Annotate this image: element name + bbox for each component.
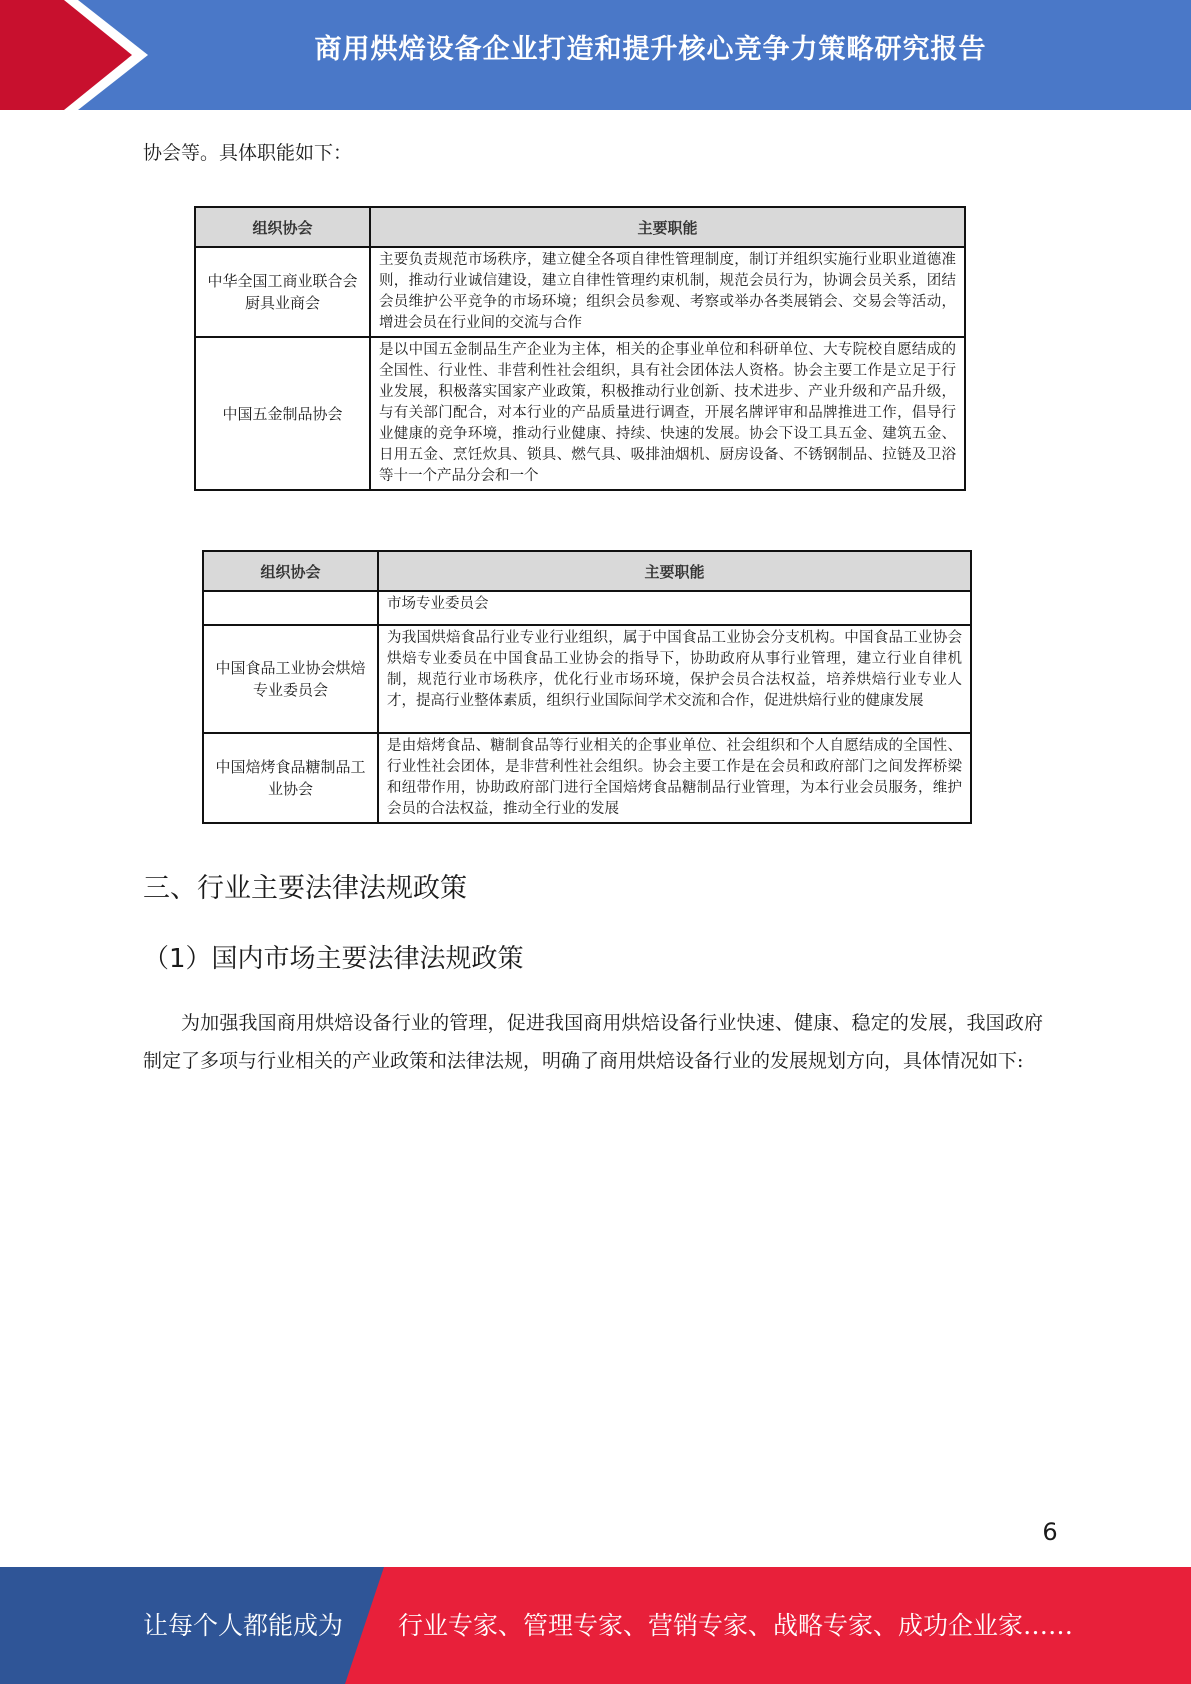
footer-slogan-right: 行业专家、管理专家、营销专家、战略专家、成功企业家……	[398, 1611, 1074, 1640]
footer-slogan-left: 让每个人都能成为	[143, 1611, 344, 1640]
report-title: 商用烘焙设备企业打造和提升核心竞争力策略研究报告	[314, 34, 987, 65]
association-table-1	[194, 206, 966, 491]
function-cell: 主要负责规范市场秩序，建立健全各项自律性管理制度，制订并组织实施行业职业道德准则，推动行业诚信建设，建立自律性管理约束机制，规范会员行为，协调会员关系，团结会员维护公平竞争的市场环境；组织会员参观、考察或举办各类展销会、交易会等活动，增进会员在行业间的交流与合作	[370, 247, 965, 337]
association-table-2	[202, 550, 972, 824]
table-row	[203, 591, 971, 625]
subsection-heading: （1）国内市场主要法律法规政策	[143, 944, 524, 974]
org-cell: 中国食品工业协会烘焙专业委员会	[203, 625, 378, 733]
org-cell	[203, 591, 378, 625]
org-cell: 中国五金制品协会	[195, 337, 370, 490]
function-cell: 是以中国五金制品生产企业为主体，相关的企事业单位和科研单位、大专院校自愿结成的全国性、行业性、非营利性社会组织，具有社会团体法人资格。协会主要工作是立足于行业发展，积极落实国家产业政策，积极推动行业创新、技术进步、产业升级和产品升级，与有关部门配合，对本行业的产品质量进行调查，开展名牌评审和品牌推进工作，倡导行业健康的竞争环境，推动行业健康、持续、快速的发展。协会下设工具五金、建筑五金、日用五金、烹饪炊具、锁具、燃气具、吸排油烟机、厨房设备、不锈钢制品、拉链及卫浴等十一个产品分会和一个	[370, 337, 965, 490]
column-header-org: 组织协会	[203, 551, 378, 591]
table-header-row	[203, 551, 971, 591]
page-header	[0, 0, 1191, 110]
function-cell: 市场专业委员会	[378, 591, 971, 625]
org-cell: 中华全国工商业联合会厨具业商会	[195, 247, 370, 337]
table-row	[195, 247, 965, 337]
page-footer	[0, 1567, 1191, 1684]
table-row	[195, 337, 965, 490]
section-heading: 三、行业主要法律法规政策	[143, 873, 467, 904]
table-row	[203, 625, 971, 733]
column-header-function: 主要职能	[378, 551, 971, 591]
table-header-row	[195, 207, 965, 247]
body-paragraph: 为加强我国商用烘焙设备行业的管理，促进我国商用烘焙设备行业快速、健康、稳定的发展，我国政府制定了多项与行业相关的产业政策和法律法规，明确了商用烘焙设备行业的发展规划方向，具体情况如下:	[143, 1012, 1043, 1072]
column-header-org: 组织协会	[195, 207, 370, 247]
function-cell: 为我国烘焙食品行业专业行业组织，属于中国食品工业协会分支机构。中国食品工业协会烘焙专业委员在中国食品工业协会的指导下，协助政府从事行业管理，建立行业自律机制，规范行业市场秩序，优化行业市场环境，保护会员合法权益，培养烘焙行业专业人才，提高行业整体素质，组织行业国际间学术交流和合作，促进烘焙行业的健康发展	[378, 625, 971, 733]
table-row	[203, 733, 971, 823]
column-header-function: 主要职能	[370, 207, 965, 247]
intro-text: 协会等。具体职能如下：	[143, 142, 353, 164]
page-number: 6	[1042, 1518, 1058, 1546]
function-cell: 是由焙烤食品、糖制食品等行业相关的企事业单位、社会组织和个人自愿结成的全国性、行业性社会团体，是非营利性社会组织。协会主要工作是在会员和政府部门之间发挥桥梁和纽带作用，协助政府部门进行全国焙烤食品糖制品行业管理，为本行业会员服务，维护会员的合法权益，推动全行业的发展	[378, 733, 971, 823]
org-cell: 中国焙烤食品糖制品工业协会	[203, 733, 378, 823]
